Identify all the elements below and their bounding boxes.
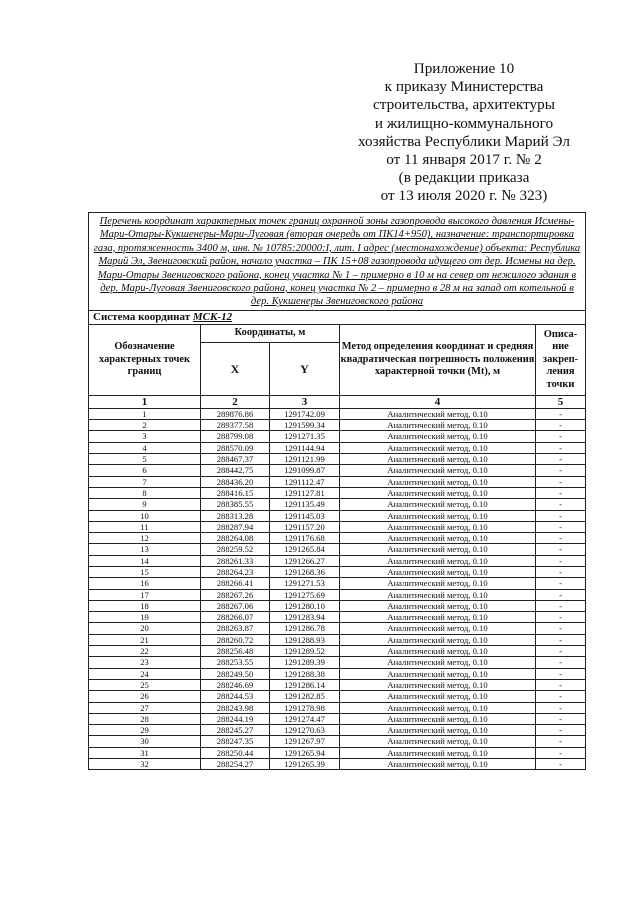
- column-number: 2: [201, 395, 270, 408]
- point-number: 4: [89, 442, 201, 453]
- point-number: 26: [89, 691, 201, 702]
- coord-y: 1291742.09: [270, 408, 340, 419]
- table-row: [89, 679, 586, 690]
- point-number: 7: [89, 476, 201, 487]
- fixing-description: -: [536, 668, 586, 679]
- fixing-description: -: [536, 589, 586, 600]
- table-row: [89, 578, 586, 589]
- table-row: [89, 476, 586, 487]
- coord-x: 288261.33: [201, 555, 270, 566]
- method: Аналитический метод, 0.10: [340, 646, 536, 657]
- coordinate-system: [89, 310, 586, 324]
- table-row: [89, 544, 586, 555]
- table-row: [89, 420, 586, 431]
- coord-x: 288249.50: [201, 668, 270, 679]
- coord-x: 288264.23: [201, 567, 270, 578]
- table-row: [89, 487, 586, 498]
- coord-y: 1291278.98: [270, 702, 340, 713]
- coord-x: 288313.28: [201, 510, 270, 521]
- coord-y: 1291270.63: [270, 725, 340, 736]
- coord-y: 1291176.68: [270, 533, 340, 544]
- fixing-description: -: [536, 623, 586, 634]
- table-row: [89, 454, 586, 465]
- coord-x: 288250.44: [201, 747, 270, 758]
- method: Аналитический метод, 0.10: [340, 736, 536, 747]
- table-row: [89, 736, 586, 747]
- fixing-description: -: [536, 454, 586, 465]
- coord-x: 288267.26: [201, 589, 270, 600]
- method: Аналитический метод, 0.10: [340, 420, 536, 431]
- coord-x: 288570.09: [201, 442, 270, 453]
- coord-y: 1291121.99: [270, 454, 340, 465]
- coord-y: 1291282.85: [270, 691, 340, 702]
- point-number: 25: [89, 679, 201, 690]
- method: Аналитический метод, 0.10: [340, 679, 536, 690]
- coord-x: 288256.48: [201, 646, 270, 657]
- column-number: 1: [89, 395, 201, 408]
- fixing-description: -: [536, 646, 586, 657]
- coord-y: 1291265.84: [270, 544, 340, 555]
- table-row: [89, 691, 586, 702]
- coord-x: 288416.15: [201, 487, 270, 498]
- header-row-1: [89, 324, 586, 342]
- method: Аналитический метод, 0.10: [340, 589, 536, 600]
- coord-x: 288260.72: [201, 634, 270, 645]
- header-x: X: [201, 342, 270, 395]
- header-description: Описа-ние закреп-ления точки: [536, 324, 586, 395]
- header-coordinates: Координаты, м: [201, 324, 340, 342]
- table-title: [89, 213, 586, 311]
- table-row: [89, 713, 586, 724]
- coord-x: 288467.37: [201, 454, 270, 465]
- fixing-description: -: [536, 747, 586, 758]
- method: Аналитический метод, 0.10: [340, 533, 536, 544]
- point-number: 13: [89, 544, 201, 555]
- coord-y: 1291135.49: [270, 499, 340, 510]
- table-row: [89, 533, 586, 544]
- method: Аналитический метод, 0.10: [340, 578, 536, 589]
- point-number: 18: [89, 600, 201, 611]
- coord-x: 288263.87: [201, 623, 270, 634]
- coord-y: 1291266.27: [270, 555, 340, 566]
- table-row: [89, 657, 586, 668]
- appendix-line: и жилищно-коммунального: [374, 114, 554, 132]
- method: Аналитический метод, 0.10: [340, 521, 536, 532]
- appendix-line: строительства, архитектуры: [373, 96, 555, 114]
- table-row: [89, 747, 586, 758]
- header-y: Y: [270, 342, 340, 395]
- coord-x: 288254.27: [201, 759, 270, 770]
- header-method: Метод определения координат и средняя квадратическая погрешность положения характерной точки (Mt), м: [340, 324, 536, 395]
- fixing-description: -: [536, 702, 586, 713]
- point-number: 12: [89, 533, 201, 544]
- fixing-description: -: [536, 521, 586, 532]
- point-number: 16: [89, 578, 201, 589]
- coord-x: 288253.55: [201, 657, 270, 668]
- coord-x: 289876.86: [201, 408, 270, 419]
- table-row: [89, 442, 586, 453]
- coord-x: 288436.20: [201, 476, 270, 487]
- header-designation: Обозначение характерных точек границ: [89, 324, 201, 395]
- coord-x: 288266.07: [201, 612, 270, 623]
- method: Аналитический метод, 0.10: [340, 600, 536, 611]
- point-number: 17: [89, 589, 201, 600]
- fixing-description: -: [536, 634, 586, 645]
- table-row: [89, 634, 586, 645]
- coord-x: 288442.75: [201, 465, 270, 476]
- table-row: [89, 623, 586, 634]
- point-number: 23: [89, 657, 201, 668]
- appendix-line: от 13 июля 2020 г. № 323): [380, 187, 548, 205]
- point-number: 19: [89, 612, 201, 623]
- table-row: [89, 600, 586, 611]
- coord-x: 288287.94: [201, 521, 270, 532]
- method: Аналитический метод, 0.10: [340, 487, 536, 498]
- coordinates-table: [88, 212, 586, 770]
- method: Аналитический метод, 0.10: [340, 691, 536, 702]
- fixing-description: -: [536, 442, 586, 453]
- title-row: [89, 213, 586, 311]
- coord-x: 288799.08: [201, 431, 270, 442]
- point-number: 1: [89, 408, 201, 419]
- point-number: 6: [89, 465, 201, 476]
- coord-y: 1291288.93: [270, 634, 340, 645]
- table-row: [89, 521, 586, 532]
- point-number: 9: [89, 499, 201, 510]
- coord-x: 288385.55: [201, 499, 270, 510]
- table-row: [89, 567, 586, 578]
- column-number: 4: [340, 395, 536, 408]
- method: Аналитический метод, 0.10: [340, 657, 536, 668]
- table-row: [89, 646, 586, 657]
- coord-y: 1291112.47: [270, 476, 340, 487]
- point-number: 27: [89, 702, 201, 713]
- table-row: [89, 668, 586, 679]
- table-row: [89, 431, 586, 442]
- method: Аналитический метод, 0.10: [340, 713, 536, 724]
- fixing-description: -: [536, 612, 586, 623]
- fixing-description: -: [536, 533, 586, 544]
- method: Аналитический метод, 0.10: [340, 747, 536, 758]
- point-number: 10: [89, 510, 201, 521]
- fixing-description: -: [536, 657, 586, 668]
- table-row: [89, 555, 586, 566]
- coord-y: 1291283.94: [270, 612, 340, 623]
- table-title-text: Перечень координат характерных точек границ охранной зоны газопровода высокого давления Исмены-Мари-Отары-Кукшенеры-Мари-Луговая (вторая очередь от ПК14+950), назначение: транспортировка газа, протяженность 3400 м, инв. № 10785:20000:I, лит. I адрес (местонахождение) объекта: Республика Марий Эл, Звениговский район, начало участка – ПК 15+08 газопровода идущего от дер. Исмены на дер. Мари-Отары Звениговского района, конец участка № 1 – примерно в 10 м на север от нежилого здания в дер. Мари-Луговая Звениговского района, конец участка № 2 – примерно в 28 м на запад от котельной в дер. Кукшенеры Звениговского района: [93, 216, 581, 308]
- point-number: 2: [89, 420, 201, 431]
- coord-y: 1291127.81: [270, 487, 340, 498]
- coord-x: 288259.52: [201, 544, 270, 555]
- point-number: 5: [89, 454, 201, 465]
- table-row: [89, 589, 586, 600]
- fixing-description: -: [536, 476, 586, 487]
- table-row: [89, 759, 586, 770]
- fixing-description: -: [536, 431, 586, 442]
- coord-y: 1291271.53: [270, 578, 340, 589]
- appendix-line: от 11 января 2017 г. № 2: [386, 151, 542, 169]
- coord-x: 288244.19: [201, 713, 270, 724]
- coord-x: 288267.06: [201, 600, 270, 611]
- coord-x: 288245.27: [201, 725, 270, 736]
- coord-y: 1291157.20: [270, 521, 340, 532]
- method: Аналитический метод, 0.10: [340, 702, 536, 713]
- method: Аналитический метод, 0.10: [340, 465, 536, 476]
- method: Аналитический метод, 0.10: [340, 555, 536, 566]
- method: Аналитический метод, 0.10: [340, 499, 536, 510]
- appendix-line: (в редакции приказа: [398, 169, 530, 187]
- coord-x: 288244.53: [201, 691, 270, 702]
- table-row: [89, 465, 586, 476]
- coord-y: 1291268.36: [270, 567, 340, 578]
- point-number: 32: [89, 759, 201, 770]
- method: Аналитический метод, 0.10: [340, 510, 536, 521]
- point-number: 14: [89, 555, 201, 566]
- table-row: [89, 499, 586, 510]
- coord-y: 1291275.69: [270, 589, 340, 600]
- coordinate-system-value: МСК-12: [192, 311, 233, 324]
- fixing-description: -: [536, 487, 586, 498]
- point-number: 15: [89, 567, 201, 578]
- fixing-description: -: [536, 510, 586, 521]
- fixing-description: -: [536, 691, 586, 702]
- table-row: [89, 725, 586, 736]
- coord-y: 1291289.39: [270, 657, 340, 668]
- fixing-description: -: [536, 725, 586, 736]
- coord-y: 1291599.34: [270, 420, 340, 431]
- coord-x: 288243.98: [201, 702, 270, 713]
- coord-x: 289377.58: [201, 420, 270, 431]
- fixing-description: -: [536, 600, 586, 611]
- coordinate-system-label: Система координат: [93, 311, 193, 324]
- coord-y: 1291265.94: [270, 747, 340, 758]
- appendix-header: [344, 60, 584, 206]
- point-number: 21: [89, 634, 201, 645]
- fixing-description: -: [536, 499, 586, 510]
- fixing-description: -: [536, 713, 586, 724]
- coord-y: 1291271.35: [270, 431, 340, 442]
- fixing-description: -: [536, 420, 586, 431]
- coord-y: 1291144.94: [270, 442, 340, 453]
- method: Аналитический метод, 0.10: [340, 634, 536, 645]
- coord-y: 1291099.87: [270, 465, 340, 476]
- coord-y: 1291288.38: [270, 668, 340, 679]
- coord-x: 288264.08: [201, 533, 270, 544]
- coord-y: 1291274.47: [270, 713, 340, 724]
- method: Аналитический метод, 0.10: [340, 408, 536, 419]
- coord-x: 288266.41: [201, 578, 270, 589]
- coord-x: 288246.69: [201, 679, 270, 690]
- coord-y: 1291265.39: [270, 759, 340, 770]
- coord-y: 1291280.10: [270, 600, 340, 611]
- method: Аналитический метод, 0.10: [340, 476, 536, 487]
- method: Аналитический метод, 0.10: [340, 544, 536, 555]
- method: Аналитический метод, 0.10: [340, 567, 536, 578]
- method: Аналитический метод, 0.10: [340, 454, 536, 465]
- method: Аналитический метод, 0.10: [340, 442, 536, 453]
- system-row: [89, 310, 586, 324]
- column-number: 3: [270, 395, 340, 408]
- method: Аналитический метод, 0.10: [340, 612, 536, 623]
- appendix-line: хозяйства Республики Марий Эл: [358, 132, 570, 150]
- table-row: [89, 612, 586, 623]
- table-row: [89, 510, 586, 521]
- point-number: 22: [89, 646, 201, 657]
- fixing-description: -: [536, 544, 586, 555]
- point-number: 29: [89, 725, 201, 736]
- point-number: 20: [89, 623, 201, 634]
- method: Аналитический метод, 0.10: [340, 668, 536, 679]
- method: Аналитический метод, 0.10: [340, 759, 536, 770]
- coord-y: 1291286.78: [270, 623, 340, 634]
- point-number: 24: [89, 668, 201, 679]
- coord-y: 1291267.97: [270, 736, 340, 747]
- point-number: 8: [89, 487, 201, 498]
- fixing-description: -: [536, 736, 586, 747]
- table-row: [89, 408, 586, 419]
- method: Аналитический метод, 0.10: [340, 623, 536, 634]
- fixing-description: -: [536, 465, 586, 476]
- fixing-description: -: [536, 679, 586, 690]
- coord-y: 1291289.52: [270, 646, 340, 657]
- coord-y: 1291286.14: [270, 679, 340, 690]
- fixing-description: -: [536, 578, 586, 589]
- fixing-description: -: [536, 567, 586, 578]
- method: Аналитический метод, 0.10: [340, 725, 536, 736]
- fixing-description: -: [536, 408, 586, 419]
- point-number: 31: [89, 747, 201, 758]
- appendix-line: к приказу Министерства: [384, 78, 544, 96]
- appendix-line: Приложение 10: [413, 60, 515, 77]
- point-number: 3: [89, 431, 201, 442]
- coord-y: 1291145.03: [270, 510, 340, 521]
- fixing-description: -: [536, 759, 586, 770]
- table-row: [89, 702, 586, 713]
- fixing-description: -: [536, 555, 586, 566]
- point-number: 28: [89, 713, 201, 724]
- method: Аналитический метод, 0.10: [340, 431, 536, 442]
- point-number: 11: [89, 521, 201, 532]
- column-number: 5: [536, 395, 586, 408]
- point-number: 30: [89, 736, 201, 747]
- coord-x: 288247.35: [201, 736, 270, 747]
- column-numbers-row: [89, 395, 586, 408]
